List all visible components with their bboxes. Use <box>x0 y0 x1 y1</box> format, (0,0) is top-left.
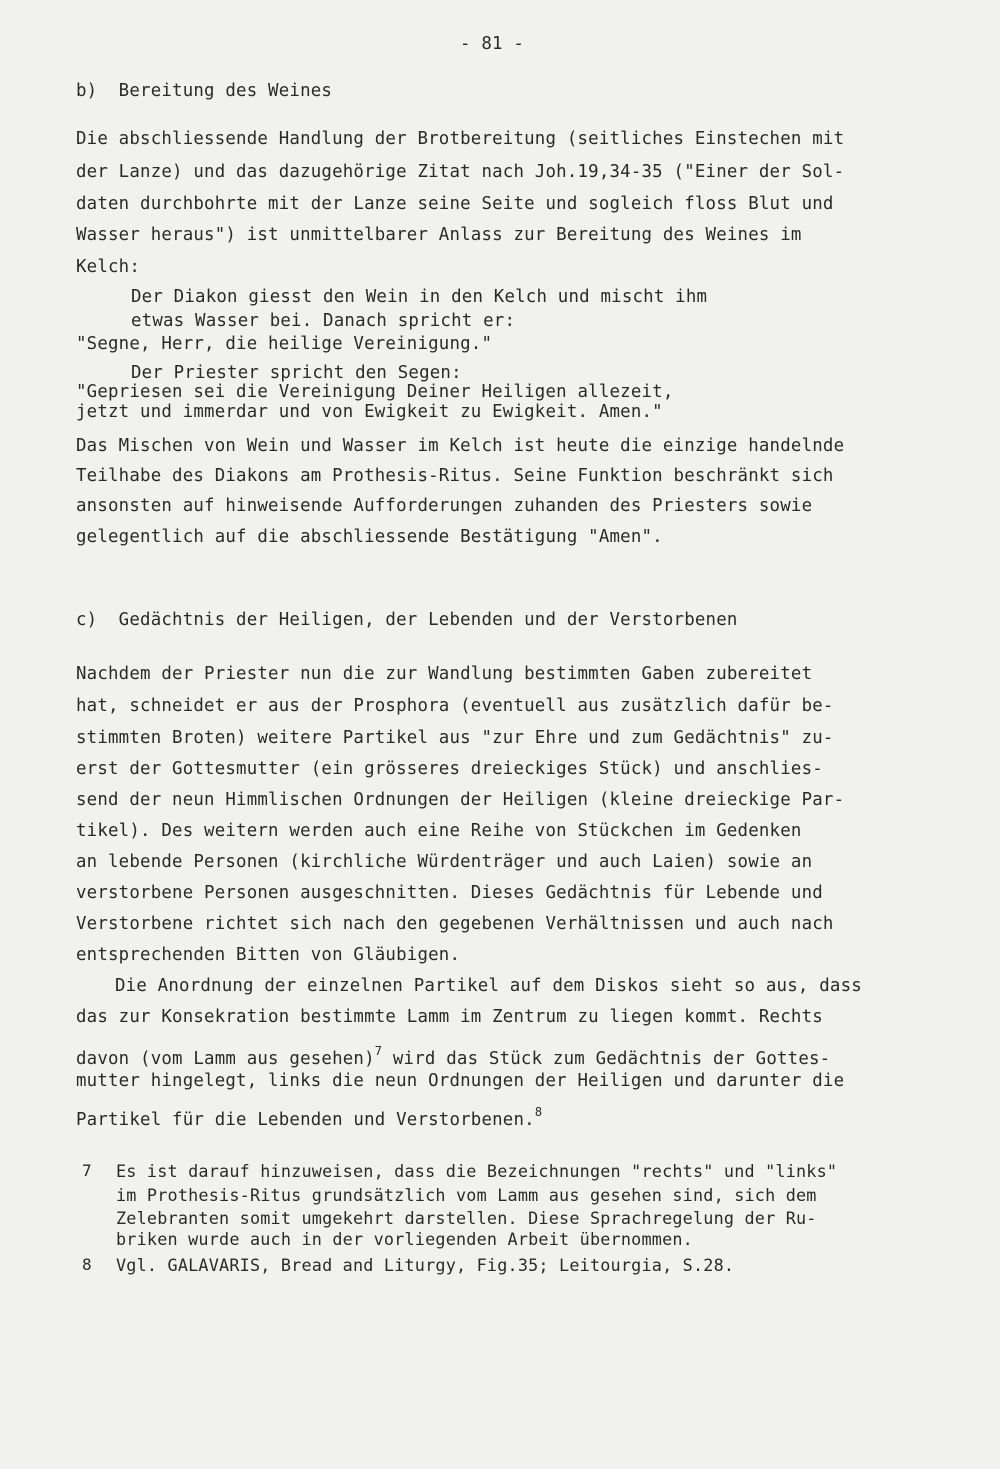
body-line: stimmten Broten) weitere Partikel aus "zur Ehre und zum Gedächtnis" zu- <box>76 728 834 748</box>
body-line: Verstorbene richtet sich nach den gegebenen Verhältnissen und auch nach <box>76 914 834 934</box>
quote-line: etwas Wasser bei. Danach spricht er: <box>131 311 516 331</box>
body-line: Nachdem der Priester nun die zur Wandlung bestimmten Gaben zubereitet <box>76 664 813 684</box>
body-line: gelegentlich auf die abschliessende Bestätigung "Amen". <box>76 527 663 547</box>
footnote-line: Es ist darauf hinzuweisen, dass die Bezeichnungen "rechts" und "links" <box>116 1161 838 1181</box>
body-line: das zur Konsekration bestimmte Lamm im Zentrum zu liegen kommt. Rechts <box>76 1007 823 1027</box>
body-line: send der neun Himmlischen Ordnungen der Heiligen (kleine dreieckige Par- <box>76 790 845 810</box>
footnote-ref-7[interactable]: 7 <box>374 1044 383 1058</box>
footnote-line: Vgl. GALAVARIS, Bread and Liturgy, Fig.35; Leitourgia, S.28. <box>116 1255 735 1275</box>
body-line: tikel). Des weitern werden auch eine Reihe von Stückchen im Gedenken <box>76 821 802 841</box>
body-line: verstorbene Personen ausgeschnitten. Dieses Gedächtnis für Lebende und <box>76 883 823 903</box>
body-line: Die Anordnung der einzelnen Partikel auf dem Diskos sieht so aus, dass <box>115 976 862 996</box>
quote-line: jetzt und immerdar und von Ewigkeit zu Ewigkeit. Amen." <box>76 402 663 422</box>
body-line: an lebende Personen (kirchliche Würdenträger und auch Laien) sowie an <box>76 852 813 872</box>
body-line: hat, schneidet er aus der Prosphora (eventuell aus zusätzlich dafür be- <box>76 696 834 716</box>
body-line: Teilhabe des Diakons am Prothesis-Ritus. Seine Funktion beschränkt sich <box>76 466 834 486</box>
body-line: Wasser heraus") ist unmittelbarer Anlass zur Bereitung des Weines im <box>76 225 802 245</box>
text-run: wird das Stück zum Gedächtnis der Gottes- <box>382 1049 831 1069</box>
footnote-ref-8[interactable]: 8 <box>534 1105 543 1119</box>
section-c-heading: c) Gedächtnis der Heiligen, der Lebenden und der Verstorbenen <box>76 610 738 630</box>
body-line: ansonsten auf hinweisende Aufforderungen zuhanden des Priesters sowie <box>76 496 813 516</box>
body-line: entsprechenden Bitten von Gläubigen. <box>76 945 461 965</box>
footnote-number: 7 <box>82 1161 92 1180</box>
quote-line: "Gepriesen sei die Vereinigung Deiner Heiligen allezeit, <box>76 382 674 402</box>
footnote-line: im Prothesis-Ritus grundsätzlich vom Lamm aus gesehen sind, sich dem <box>116 1185 817 1205</box>
quote-line: "Segne, Herr, die heilige Vereinigung." <box>76 334 493 354</box>
body-line: mutter hingelegt, links die neun Ordnungen der Heiligen und darunter die <box>76 1071 845 1091</box>
text-run: davon (vom Lamm aus gesehen) <box>76 1049 375 1069</box>
body-line: Das Mischen von Wein und Wasser im Kelch ist heute die einzige handelnde <box>76 436 845 456</box>
page-number: - 81 - <box>460 34 525 54</box>
body-line <box>76 1040 830 1070</box>
quote-line: Der Diakon giesst den Wein in den Kelch und mischt ihm <box>131 287 708 307</box>
body-line: Die abschliessende Handlung der Brotbereitung (seitliches Einstechen mit <box>76 129 845 149</box>
text-run: Partikel für die Lebenden und Verstorbenen. <box>76 1110 535 1130</box>
footnote-number: 8 <box>82 1255 92 1274</box>
quote-line: Der Priester spricht den Segen: <box>131 363 462 383</box>
body-line: Kelch: <box>76 257 141 277</box>
body-line <box>76 1101 542 1131</box>
footnote-line: Zelebranten somit umgekehrt darstellen. Diese Sprachregelung der Ru- <box>116 1208 817 1228</box>
section-b-heading: b) Bereitung des Weines <box>76 81 333 101</box>
body-line: der Lanze) und das dazugehörige Zitat nach Joh.19,34-35 ("Einer der Sol- <box>76 162 845 182</box>
body-line: erst der Gottesmutter (ein grösseres dreieckiges Stück) und anschlies- <box>76 759 823 779</box>
body-line: daten durchbohrte mit der Lanze seine Seite und sogleich floss Blut und <box>76 194 834 214</box>
footnote-line: briken wurde auch in der vorliegenden Arbeit übernommen. <box>116 1229 693 1249</box>
